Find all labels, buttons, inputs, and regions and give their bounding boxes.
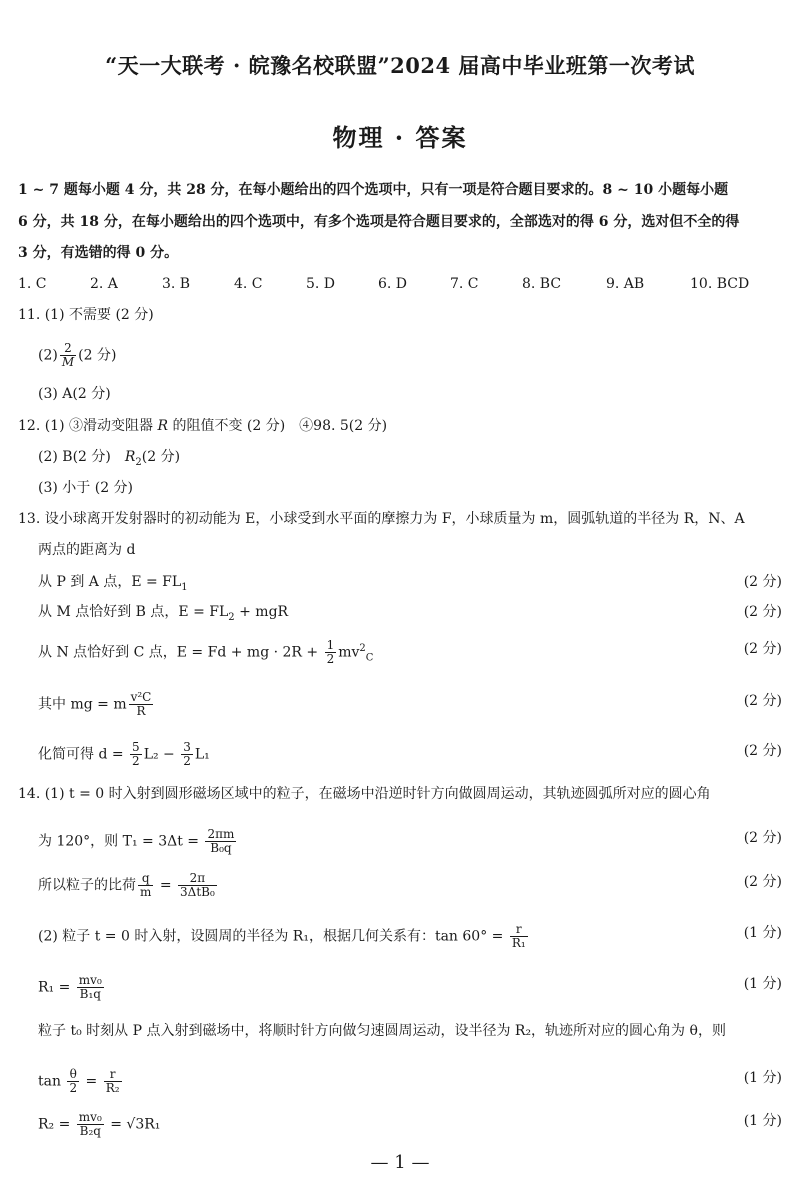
q11-part2: (2) $\frac{2}{M}$ (2 分): [38, 341, 117, 369]
answer-item: 5. D: [306, 276, 336, 292]
q14-line-5: R₁ = $\frac{\text{mv₀}}{\text{B₁q}}$: [38, 973, 102, 1001]
answer-item: 1. C: [18, 276, 47, 292]
q13-step-1-score: (2 分): [743, 574, 782, 590]
fraction: $\frac{2}{M}$: [61, 341, 75, 369]
fraction: $\frac{5}{2}$: [132, 740, 140, 768]
q14-line-7-score: (1 分): [743, 1070, 782, 1086]
answer-item: 2. A: [90, 276, 118, 292]
answer-item: 8. BC: [522, 276, 562, 292]
answer-item: 7. C: [450, 276, 479, 292]
page-number: — 1 —: [370, 1152, 430, 1173]
answer-item: 4. C: [234, 276, 263, 292]
fraction: $\frac{\theta}{2}$: [69, 1067, 78, 1095]
q13-step-2-score: (2 分): [743, 604, 782, 620]
q14-line-3-score: (2 分): [743, 874, 782, 890]
fraction: $\frac{1}{2}$: [326, 638, 335, 667]
fraction: $\frac{\text{v²C}}{R}$: [130, 690, 152, 718]
q14-line-3: 所以粒子的比荷 $\frac{q}{m}$ = $\frac{2\pi}{\text{3ΔtB₀}}$: [38, 871, 215, 899]
scoring-rules-line-2: 6 分，共 18 分，在每小题给出的四个选项中，有多个选项是符合题目要求的，全部选对的得 6 分，选对但不全的得: [18, 214, 740, 230]
subject-title: 物理 · 答案: [332, 123, 468, 152]
q14-line-8: R₂ = $\frac{\text{mv₀}}{\text{B₂q}}$ = √3R₁: [38, 1110, 161, 1138]
scoring-rules-line-1: 1 ~ 7 题每小题 4 分，共 28 分，在每小题给出的四个选项中，只有一项是符合题目要求的。8 ~ 10 小题每小题: [18, 182, 729, 198]
q14-line-8-score: (1 分): [743, 1113, 782, 1129]
scoring-rules-line-3: 3 分，有选错的得 0 分。: [18, 245, 179, 261]
q11-part3: (3) A(2 分): [38, 386, 111, 402]
answer-item: 3. B: [162, 276, 191, 292]
q12-part3: (3) 小于 (2 分): [38, 480, 134, 496]
q13-step-3: 从 N 点恰好到 C 点，E = Fd + mg · 2R + $\frac{1}{2}$ $mv^2_C$: [38, 638, 374, 667]
fraction: $\frac{\text{mv₀}}{\text{B₂q}}$: [78, 1110, 102, 1138]
fraction: $\frac{3}{2}$: [183, 740, 191, 768]
q13-step-2: 从 M 点恰好到 B 点，$E = FL_2$ + mgR: [38, 604, 289, 623]
multiple-choice-answers: [18, 274, 762, 294]
fraction: $\frac{q}{m}$: [140, 871, 152, 899]
q12-part1: 12. (1) ③滑动变阻器 R 的阻值不变 (2 分) ④98. 5(2 分): [18, 418, 388, 434]
q14-line-7: tan $\frac{\theta}{2}$ = $\frac{r}{\text{R₂}}$: [38, 1067, 120, 1095]
q13-step-5: 化简可得 d = $\frac{5}{2}$ L₂ − $\frac{3}{2}$ L₁: [38, 740, 210, 768]
exam-title: “天一大联考 · 皖豫名校联盟”2024 届高中毕业班第一次考试: [105, 53, 695, 78]
q13-step-4-score: (2 分): [743, 693, 782, 709]
q11-part1: 11. (1) 不需要 (2 分): [18, 307, 154, 323]
fraction: $\frac{r}{\text{R₂}}$: [105, 1067, 120, 1095]
answer-item: 6. D: [378, 276, 408, 292]
fraction: $\frac{\text{mv₀}}{\text{B₁q}}$: [78, 973, 102, 1001]
q14-line-4-score: (1 分): [743, 925, 782, 941]
answer-item: 10. BCD: [690, 276, 750, 292]
q14-line-6: 粒子 t₀ 时刻从 P 点入射到磁场中，将顺时针方向做匀速圆周运动，设半径为 R₂，轨迹所对应的圆心角为 θ，则: [38, 1023, 726, 1039]
q13-step-1: 从 P 到 A 点，$E = FL_1$: [38, 574, 188, 593]
q14-line-4: (2) 粒子 t = 0 时入射，设圆周的半径为 R₁，根据几何关系有：tan 60° = $\frac{r}{\text{R₁}}$: [38, 922, 526, 950]
fraction: $\frac{2\pi m}{\text{B₀q}}$: [207, 827, 235, 855]
fraction: $\frac{2\pi}{\text{3ΔtB₀}}$: [180, 871, 215, 899]
q13-step-5-score: (2 分): [743, 743, 782, 759]
fraction: $\frac{r}{\text{R₁}}$: [511, 922, 526, 950]
q13-step-4: 其中 mg = m $\frac{\text{v²C}}{R}$: [38, 690, 152, 718]
q14-line-2: 为 120°，则 T₁ = 3Δt = $\frac{2\pi m}{\text{B₀q}}$: [38, 827, 235, 855]
q14-line-2-score: (2 分): [743, 830, 782, 846]
q13-intro-line-1: 13. 设小球离开发射器时的初动能为 E，小球受到水平面的摩擦力为 F，小球质量为 m，圆弧轨道的半径为 R，N、A: [18, 511, 745, 527]
q13-step-3-score: (2 分): [743, 641, 782, 657]
q13-intro-line-2: 两点的距离为 d: [38, 542, 136, 558]
q14-line-5-score: (1 分): [743, 976, 782, 992]
q12-part2: (2) B(2 分) $R_2(2$ 分): [38, 449, 181, 468]
answer-item: 9. AB: [606, 276, 645, 292]
q14-line-1: 14. (1) t = 0 时入射到圆形磁场区域中的粒子，在磁场中沿逆时针方向做圆周运动，其轨迹圆弧所对应的圆心角: [18, 786, 711, 802]
